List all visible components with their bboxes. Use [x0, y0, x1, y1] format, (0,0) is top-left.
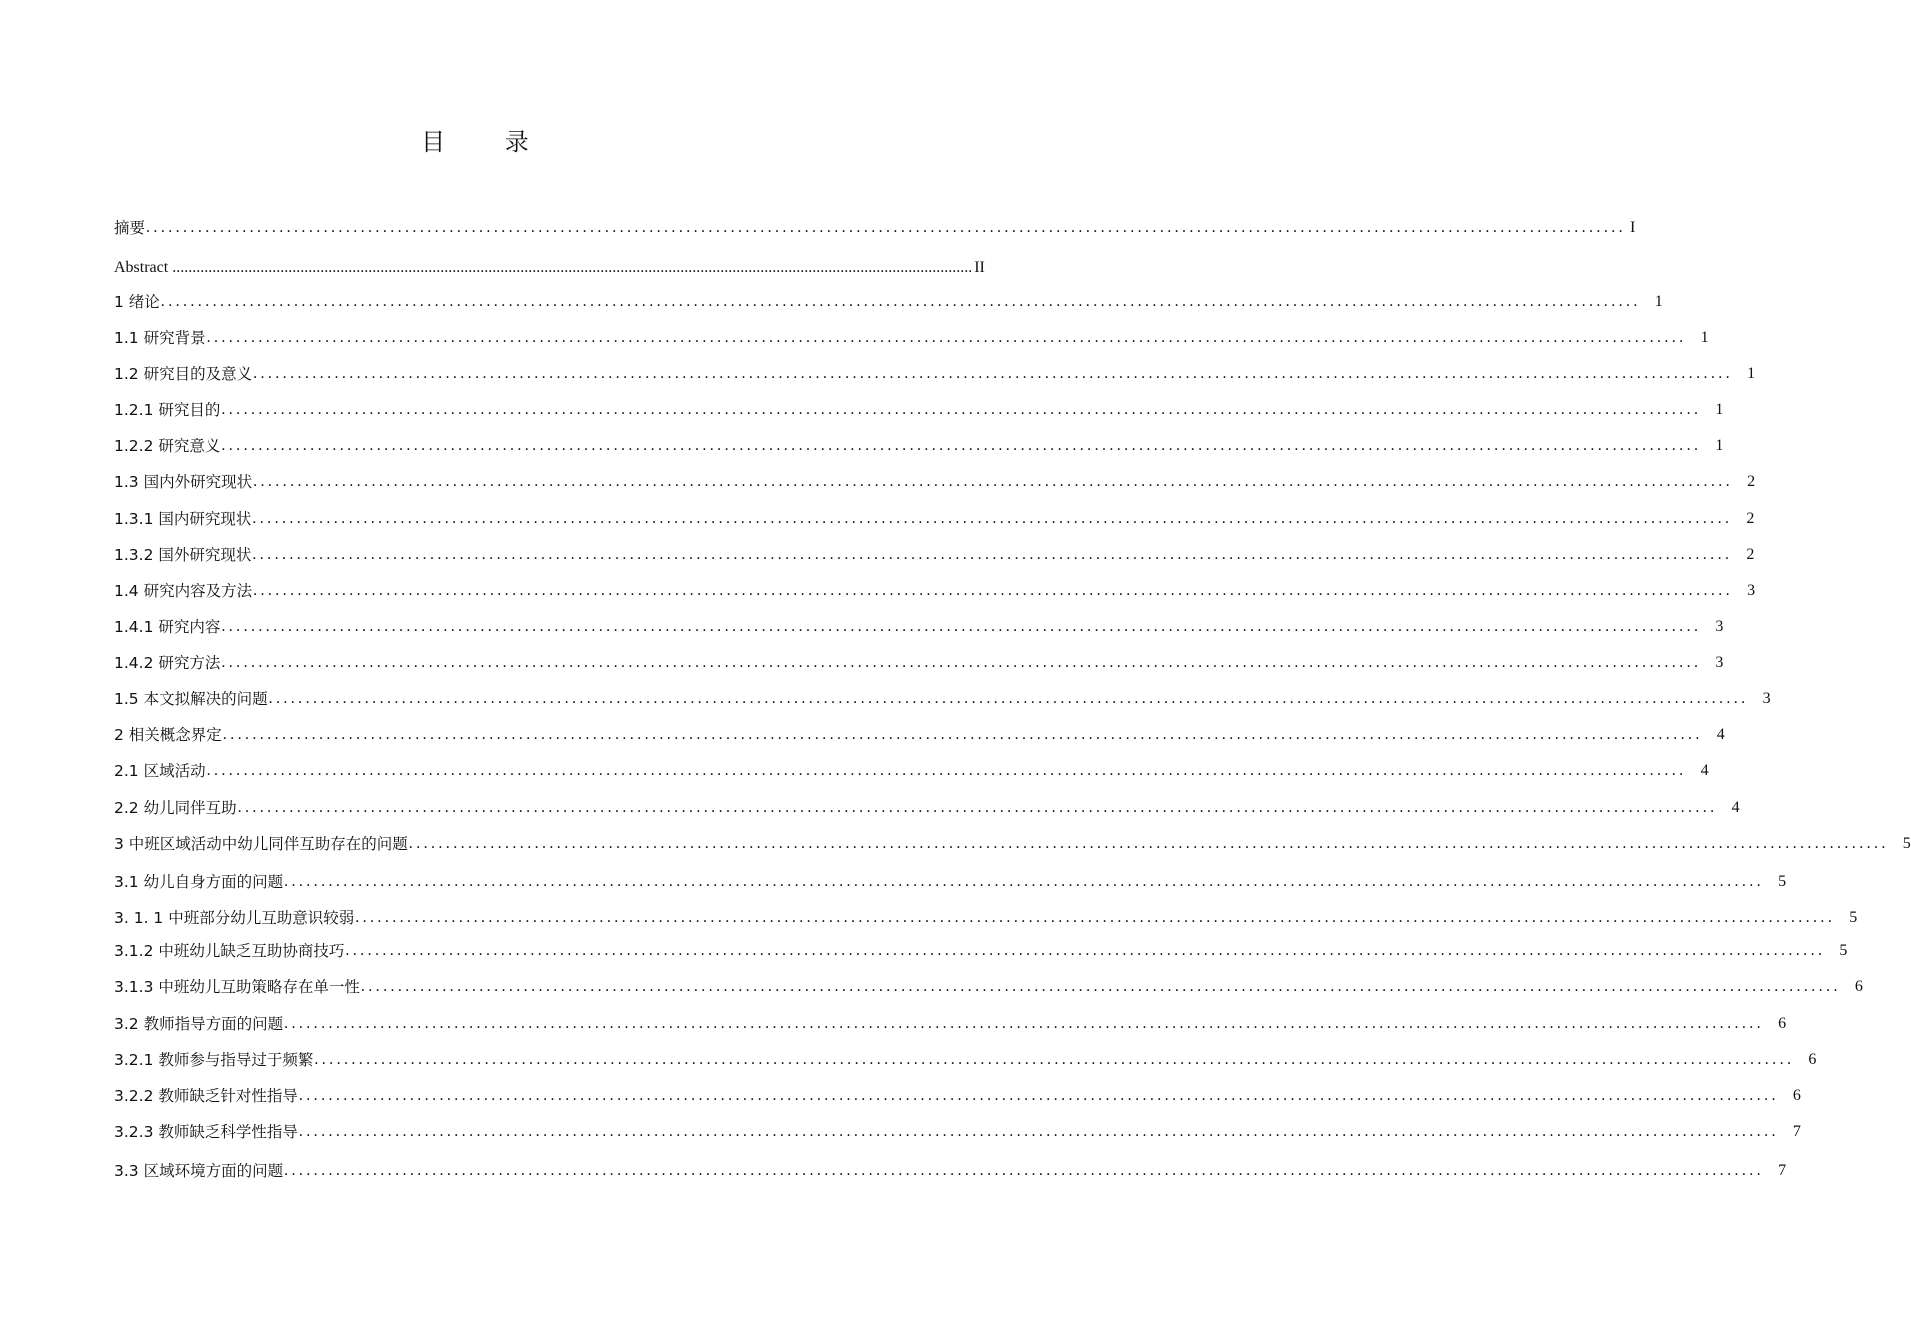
toc-entry-page: 6: [1808, 1051, 1817, 1068]
toc-entry-label: 1.4.2 研究方法: [114, 654, 221, 672]
toc-entry[interactable]: [114, 794, 1740, 818]
toc-entry[interactable]: [114, 649, 1724, 673]
toc-dot-leader: ........................................................................................................................................................................................................: [298, 1087, 1779, 1104]
toc-entry-label: 摘要: [114, 219, 146, 237]
toc-entry-label: 3 中班区域活动中幼儿同伴互助存在的问题: [114, 835, 408, 853]
toc-entry[interactable]: [114, 577, 1756, 601]
toc-entry-page: 5: [1778, 873, 1787, 890]
toc-entry-page: 4: [1716, 726, 1725, 743]
toc-entry[interactable]: [114, 1118, 1801, 1142]
toc-entry-label: 1.4 研究内容及方法: [114, 582, 253, 600]
toc-entry-label: 1.4.1 研究内容: [114, 618, 221, 636]
toc-entry-label: 2.2 幼儿同伴互助: [114, 799, 237, 817]
toc-dot-leader: ........................................................................................................................................................................................................: [221, 654, 1702, 671]
toc-dot-leader: ........................................................................................................................................................................................................: [355, 909, 1836, 926]
toc-entry[interactable]: [114, 973, 1863, 997]
toc-entry-page: 2: [1747, 473, 1756, 490]
toc-entry-page: 7: [1778, 1162, 1787, 1179]
toc-dot-leader: ........................................................................................................................................................................................................: [237, 799, 1718, 816]
toc-dot-leader: ........................................................................................................................................................................................................: [172, 259, 973, 276]
toc-entry-page: 2: [1746, 510, 1755, 527]
toc-entry-page: 3: [1747, 582, 1756, 599]
toc-dot-leader: ........................................................................................................................................................................................................: [408, 835, 1889, 852]
toc-entry[interactable]: [114, 721, 1725, 745]
toc-entry[interactable]: [114, 1046, 1817, 1070]
toc-entry-label: 3.1.3 中班幼儿互助策略存在单一性: [114, 978, 360, 996]
toc-entry-page: 5: [1902, 835, 1911, 852]
toc-entry[interactable]: [114, 904, 1858, 928]
toc-entry[interactable]: [114, 360, 1756, 384]
toc-entry-label: 3.3 区域环境方面的问题: [114, 1162, 284, 1180]
toc-dot-leader: ........................................................................................................................................................................................................: [252, 510, 1733, 527]
toc-dot-leader: ........................................................................................................................................................................................................: [206, 329, 1687, 346]
toc-entry[interactable]: [114, 324, 1709, 348]
toc-entry[interactable]: [114, 868, 1787, 892]
toc-entry[interactable]: [114, 830, 1911, 854]
toc-entry[interactable]: [114, 541, 1755, 565]
toc-entry-label: 3.1 幼儿自身方面的问题: [114, 873, 284, 891]
toc-dot-leader: ........................................................................................................................................................................................................: [284, 1015, 1765, 1032]
toc-entry-label: 1.2 研究目的及意义: [114, 365, 253, 383]
toc-entry[interactable]: [114, 214, 1636, 238]
toc-entry-page: 1: [1700, 329, 1709, 346]
toc-entry-label: 3.2.1 教师参与指导过于频繁: [114, 1051, 314, 1069]
toc-entry[interactable]: [114, 505, 1755, 529]
toc-entry-label: Abstract: [114, 259, 169, 276]
toc-entry[interactable]: [114, 288, 1663, 312]
toc-entry-page: 1: [1747, 365, 1756, 382]
toc-dot-leader: ........................................................................................................................................................................................................: [221, 401, 1702, 418]
toc-entry-page: 6: [1778, 1015, 1787, 1032]
toc-dot-leader: ........................................................................................................................................................................................................: [221, 437, 1702, 454]
toc-entry-page: 4: [1731, 799, 1740, 816]
toc-entry-page: 5: [1849, 909, 1858, 926]
toc-entry-page: II: [974, 259, 985, 276]
toc-entry-page: 3: [1762, 690, 1771, 707]
toc-entry-page: 1: [1715, 437, 1724, 454]
toc-entry[interactable]: [114, 757, 1709, 781]
toc-dot-leader: ........................................................................................................................................................................................................: [253, 365, 1734, 382]
toc-dot-leader: ........................................................................................................................................................................................................: [253, 473, 1734, 490]
toc-entry-label: 1 绪论: [114, 293, 160, 311]
toc-entry-page: 2: [1746, 546, 1755, 563]
toc-entry[interactable]: [114, 468, 1756, 492]
toc-dot-leader: ........................................................................................................................................................................................................: [268, 690, 1749, 707]
toc-entry-label: 2.1 区域活动: [114, 762, 206, 780]
toc-entry[interactable]: [114, 1157, 1787, 1181]
toc-dot-leader: ........................................................................................................................................................................................................: [298, 1123, 1779, 1140]
toc-entry[interactable]: [114, 937, 1848, 961]
toc-entry-label: 3.2.2 教师缺乏针对性指导: [114, 1087, 298, 1105]
toc-entry-label: 3. 1. 1 中班部分幼儿互助意识较弱: [114, 909, 355, 927]
toc-entry-label: 1.5 本文拟解决的问题: [114, 690, 268, 708]
toc-dot-leader: ........................................................................................................................................................................................................: [284, 873, 1765, 890]
toc-entry-page: 6: [1854, 978, 1863, 995]
toc-entry-label: 1.2.1 研究目的: [114, 401, 221, 419]
toc-entry[interactable]: [114, 396, 1724, 420]
toc-dot-leader: ........................................................................................................................................................................................................: [253, 582, 1734, 599]
toc-dot-leader: ........................................................................................................................................................................................................: [221, 618, 1702, 635]
toc-entry-page: I: [1630, 219, 1636, 236]
toc-entry-label: 3.1.2 中班幼儿缺乏互助协商技巧: [114, 942, 345, 960]
toc-dot-leader: ........................................................................................................................................................................................................: [252, 546, 1733, 563]
toc-entry[interactable]: [114, 1010, 1787, 1034]
toc-entry-label: 2 相关概念界定: [114, 726, 222, 744]
toc-entry-page: 1: [1654, 293, 1663, 310]
toc-dot-leader: ........................................................................................................................................................................................................: [284, 1162, 1765, 1179]
toc-entry-page: 5: [1839, 942, 1848, 959]
toc-entry[interactable]: [114, 254, 985, 278]
toc-entry-label: 3.2 教师指导方面的问题: [114, 1015, 284, 1033]
toc-entry[interactable]: [114, 432, 1724, 456]
page-title: 目 录: [421, 128, 555, 156]
toc-entry-page: 6: [1792, 1087, 1801, 1104]
toc-entry-page: 1: [1715, 401, 1724, 418]
toc-entry-label: 1.3.2 国外研究现状: [114, 546, 252, 564]
toc-entry-page: 4: [1700, 762, 1709, 779]
toc-entry[interactable]: [114, 685, 1771, 709]
toc-dot-leader: ........................................................................................................................................................................................................: [160, 293, 1641, 310]
toc-dot-leader: ........................................................................................................................................................................................................: [146, 219, 1627, 236]
toc-entry-page: 3: [1715, 618, 1724, 635]
toc-dot-leader: ........................................................................................................................................................................................................: [222, 726, 1703, 743]
toc-dot-leader: ........................................................................................................................................................................................................: [345, 942, 1826, 959]
toc-entry-label: 1.3.1 国内研究现状: [114, 510, 252, 528]
toc-entry-page: 3: [1715, 654, 1724, 671]
toc-entry-label: 1.2.2 研究意义: [114, 437, 221, 455]
toc-dot-leader: ........................................................................................................................................................................................................: [206, 762, 1687, 779]
toc-entry-page: 7: [1792, 1123, 1801, 1140]
toc-entry-label: 1.3 国内外研究现状: [114, 473, 253, 491]
toc-entry-label: 1.1 研究背景: [114, 329, 206, 347]
toc-entry-label: 3.2.3 教师缺乏科学性指导: [114, 1123, 298, 1141]
toc-dot-leader: ........................................................................................................................................................................................................: [314, 1051, 1795, 1068]
toc-entry[interactable]: [114, 613, 1724, 637]
toc-entry[interactable]: [114, 1082, 1801, 1106]
toc-dot-leader: ........................................................................................................................................................................................................: [360, 978, 1841, 995]
